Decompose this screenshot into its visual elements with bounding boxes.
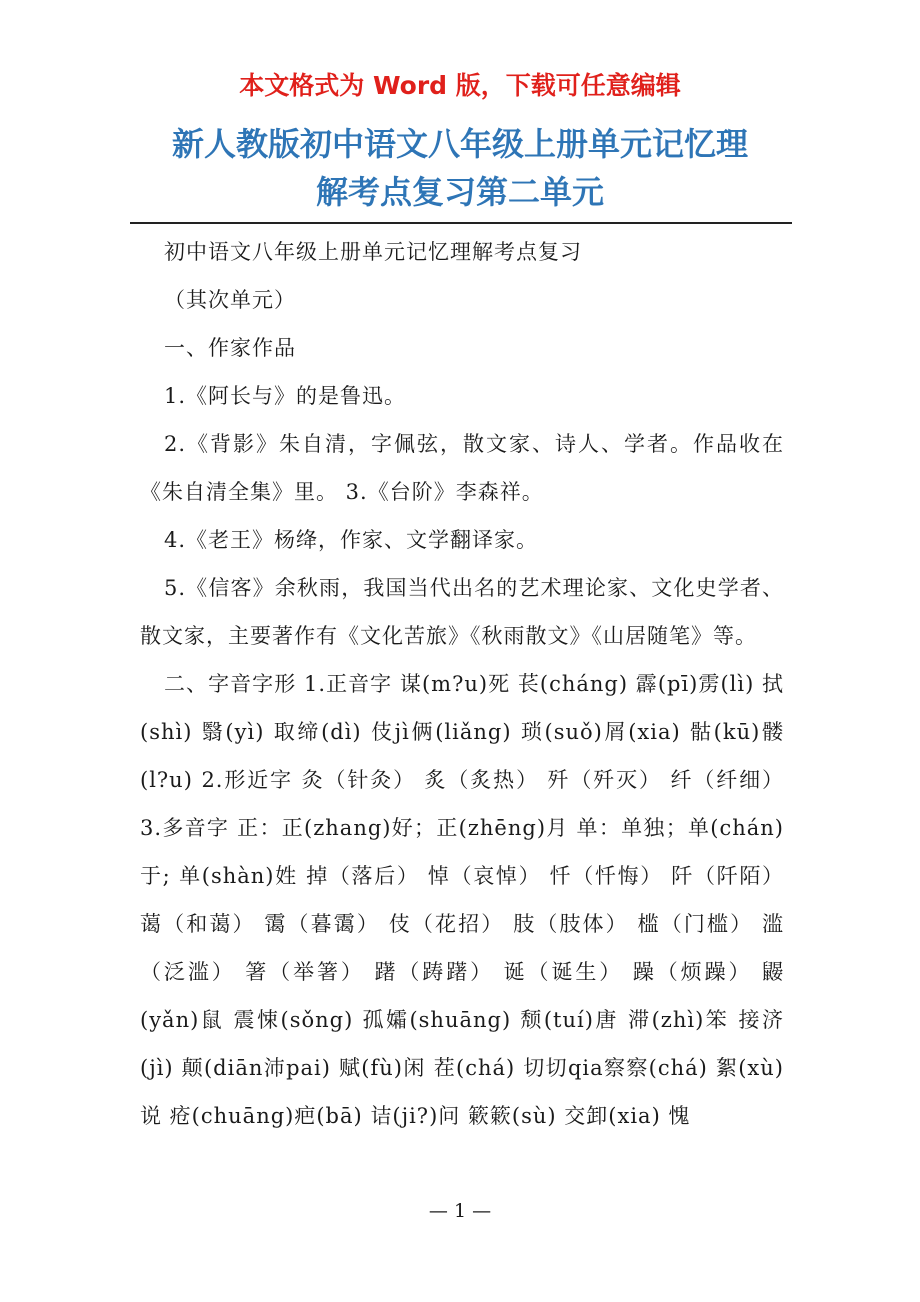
author-item-1: 1.《阿长与》的是鲁迅。 <box>164 384 407 408</box>
author-item-4: 4.《老王》杨绛，作家、文学翻译家。 <box>164 528 539 552</box>
document-body <box>140 228 784 1140</box>
section-heading-authors: 一、作家作品 <box>164 336 296 360</box>
title-line-1: 新人教版初中语文八年级上册单元记忆理 <box>171 125 748 163</box>
section-pronunciation-and-characters: 二、字音字形 1.正音字 谋(m?u)死 苌(cháng) 霹(pī)雳(lì) 拭(shì) 翳(yì) 取缔(dì) 伎jì俩(liǎng) 琐(suǒ)屑(xia) 骷(kū)髅(l?u) 2.形近字 灸（针灸） 炙（炙热） 歼（歼灭） 纤（纤细） 3.多音字 正：正(zhang)好；正(zhēng)月 单：单独；单(chán)于; 单(shàn)姓 掉（落后） 悼（哀悼） 忏（忏悔） 阡（阡陌） 蔼（和蔼） 霭（暮霭） 伎（花招） 肢（肢体） 槛（门槛） 滥（泛滥） 箸（举箸） 躇（踌躇） 诞（诞生） 躁（烦躁） 鼹(yǎn)鼠 震悚(sǒng) 孤孀(shuāng) 颓(tuí)唐 滞(zhì)笨 接济(jì) 颠(diān沛pai) 赋(fù)闲 茬(chá) 切切qia察察(chá) 絮(xù)说 疮(chuāng)疤(bā) 诘(ji?)问 簌簌(sù) 交卸(xia) 愧 <box>140 672 784 1128</box>
title-divider <box>130 222 792 224</box>
author-item-5: 5.《信客》余秋雨，我国当代出名的艺术理论家、文化史学者、散文家，主要著作有《文化苦旅》《秋雨散文》《山居随笔》等。 <box>140 576 784 648</box>
author-item-2: 2.《背影》朱自清，字佩弦，散文家、诗人、学者。作品收在《朱自清全集》里。 3.《台阶》李森祥。 <box>140 432 784 504</box>
title-line-2: 解考点复习第二单元 <box>315 173 604 211</box>
unit-paragraph: （其次单元） <box>164 288 296 312</box>
page-number: — 1 — <box>428 1200 492 1222</box>
document-title <box>0 120 920 216</box>
download-notice: 本文格式为 Word 版，下载可任意编辑 <box>239 71 681 100</box>
subtitle-paragraph: 初中语文八年级上册单元记忆理解考点复习 <box>164 240 582 264</box>
